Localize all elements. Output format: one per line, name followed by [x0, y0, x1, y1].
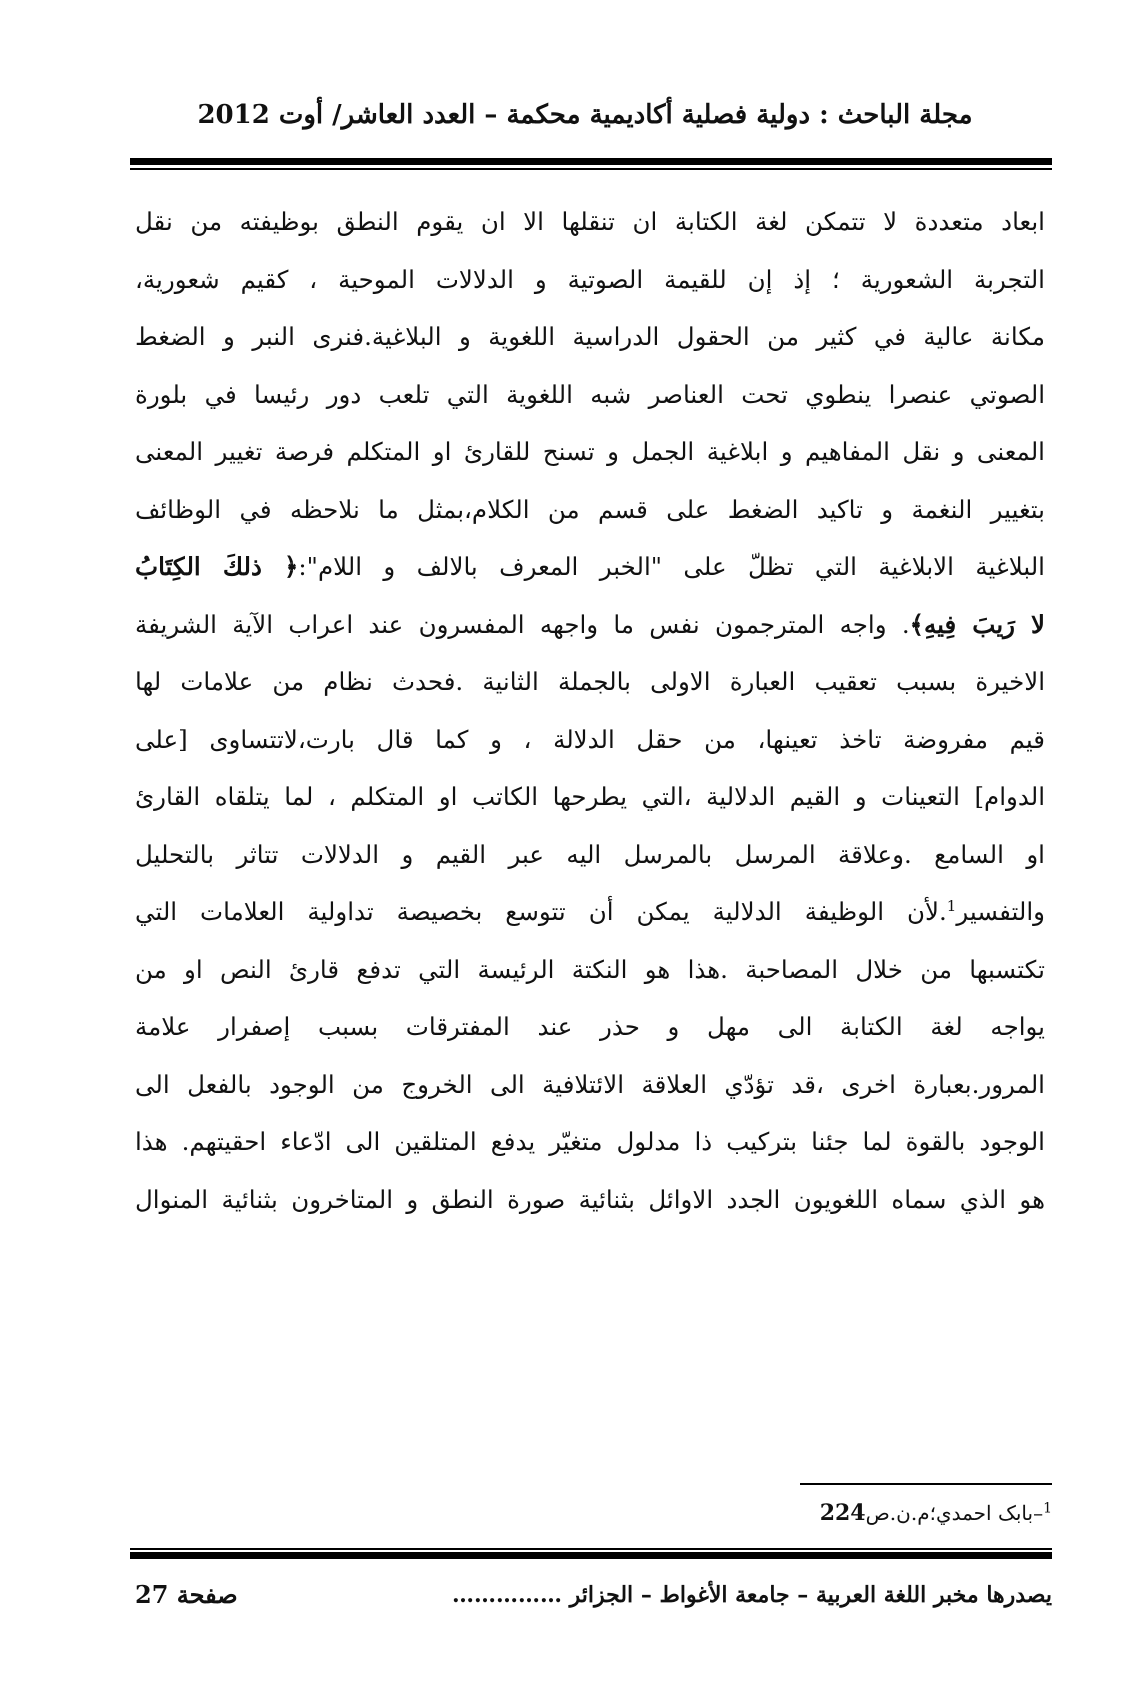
body-line-13-text-a: والتفسير: [956, 897, 1045, 926]
body-line-9: الاخيرة بسبب تعقيب العبارة الاولى بالجملة الثانية .فحدث نظام من علامات لها: [135, 667, 1045, 696]
body-line-16: المرور.بعبارة اخرى ،قد تؤدّي العلاقة الائتلافية الى الخروج من الوجود بالفعل الى: [135, 1069, 1045, 1099]
body-line-13: [135, 883, 1045, 941]
footnote-number: 1: [1043, 1500, 1052, 1517]
body-line-13-text-b: .لأن الوظيفة الدلالية يمكن أن تتوسع بخصيصة تداولية العلامات التي: [135, 897, 947, 926]
body-line-3: مكانة عالية في كثير من الحقول الدراسية اللغوية و البلاغية.فنرى النبر و الضغط: [135, 322, 1045, 351]
body-line-18: هو الذي سماه اللغويون الجدد الاوائل بثنائية صورة النطق و المتاخرون بثنائية المنوال: [135, 1184, 1045, 1214]
body-line-11: الدوام] التعينات و القيم الدلالية ،التي يطرحها الكاتب او المتكلم ، لما يتلقاه القارئ: [135, 782, 1045, 811]
quran-quote-start: ﴿ ذلكَ الكِتَابُ: [135, 552, 299, 581]
body-line-12: او السامع .وعلاقة المرسل بالمرسل اليه عبر القيم و الدلالات تتاثر بالتحليل: [135, 839, 1045, 869]
page-number: صفحة 27: [135, 1580, 238, 1609]
body-line-8-text: . واجه المترجمون نفس ما واجهه المفسرون عند اعراب الآية الشريفة: [135, 609, 910, 639]
journal-header-title: مجلة الباحث : دولية فصلية أكاديمية محكمة – العدد العاشر/ أوت 2012: [197, 100, 973, 130]
body-line-15: يواجه لغة الكتابة الى مهل و حذر عند المفترقات بسبب إصفرار علامة: [135, 1012, 1045, 1041]
body-line-7-text: البلاغية الابلاغية التي تظلّ على "الخبر المعرف بالالف و اللام":: [298, 552, 1045, 581]
body-line-2: التجربة الشعورية ؛ إذ إن للقيمة الصوتية و الدلالات الموحية ، كقيم شعورية،: [135, 264, 1045, 294]
body-line-7: [135, 538, 1045, 596]
body-line-14: تكتسبها من خلال المصاحبة .هذا هو النكتة الرئيسة التي تدفع قارئ النص او من: [135, 954, 1045, 984]
header-rule-thick: [130, 158, 1052, 165]
footer-rule-thin: [130, 1548, 1052, 1550]
body-line-1: ابعاد متعددة لا تتمكن لغة الكتابة ان تنقلها الا ان يقوم النطق بوظيفته من نقل: [135, 207, 1045, 236]
footnote: [780, 1500, 1052, 1526]
body-line-10: قيم مفروضة تاخذ تعينها، من حقل الدلالة ، و كما قال بارت،لاتتساوى [على: [135, 724, 1045, 754]
quran-quote-end: لا رَيبَ فِيهِ﴾: [909, 609, 1045, 639]
footnote-separator: [800, 1483, 1052, 1485]
header-rule-thin: [130, 168, 1052, 170]
footnote-reference[interactable]: 1: [946, 896, 957, 915]
body-line-17: الوجود بالقوة لما جئنا بتركيب ذا مدلول متغيّر يدفع المتلقين الى ادّعاء احقيتهم. هذا: [135, 1127, 1045, 1156]
footer-publisher: يصدرها مخبر اللغة العربية – جامعة الأغواط – الجزائر ……………: [451, 1582, 1052, 1608]
footer-rule-thick: [130, 1552, 1052, 1559]
body-line-5: المعنى و نقل المفاهيم و ابلاغية الجمل و تسنح للقارئ او المتكلم فرصة تغيير المعنى: [135, 437, 1045, 466]
body-line-4: الصوتي عنصرا ينطوي تحت العناصر شبه اللغوية التي تلعب دور رئيسا في بلورة: [135, 379, 1045, 409]
footnote-text: –بابک احمدي؛م.ن.ص: [865, 1501, 1044, 1525]
body-line-8: [135, 596, 1045, 654]
article-body: [135, 193, 1045, 1228]
footnote-page: 224: [819, 1500, 866, 1526]
body-line-6: بتغيير النغمة و تاكيد الضغط على قسم من الكلام،بمثل ما نلاحظه في الوظائف: [135, 494, 1045, 524]
